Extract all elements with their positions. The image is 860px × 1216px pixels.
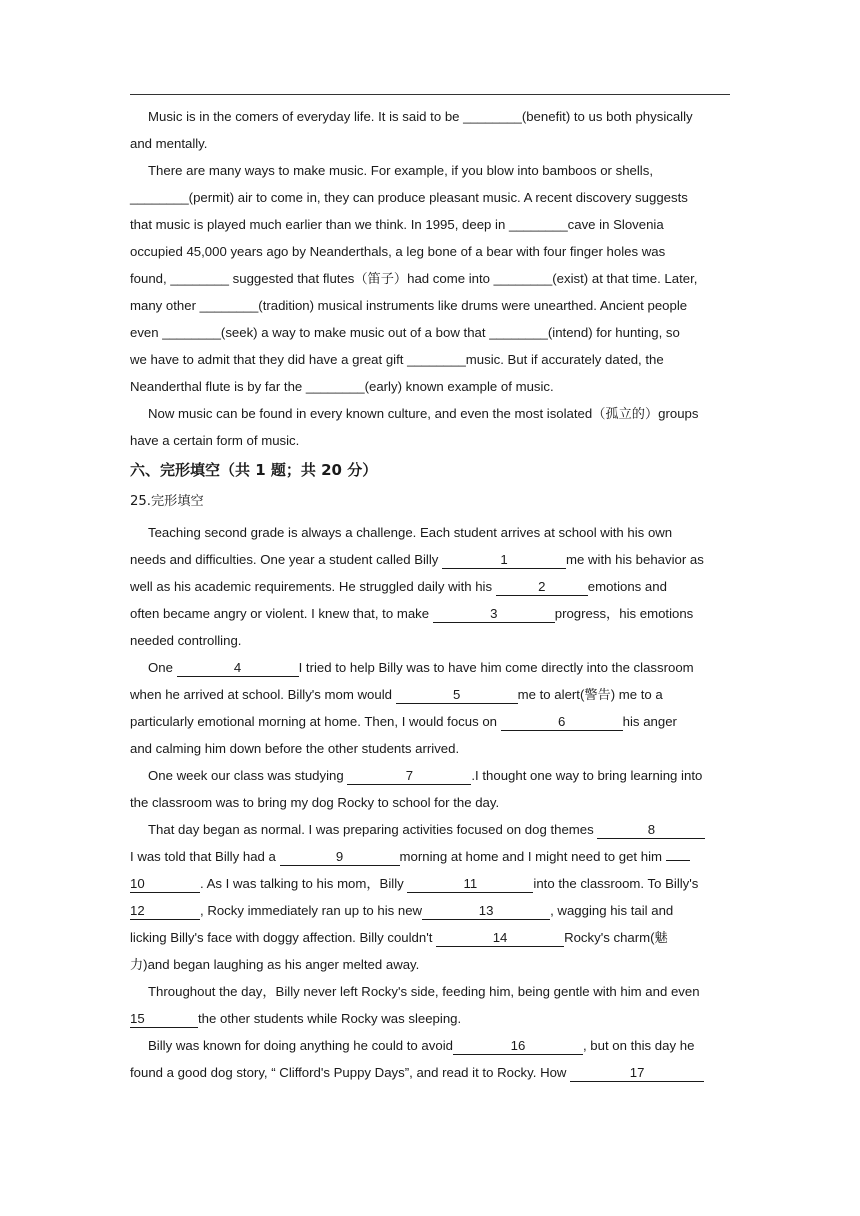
- cloze-blank-3[interactable]: 3: [433, 605, 555, 623]
- cloze-text: licking Billy's face with doggy affection. Billy couldn't: [130, 930, 437, 945]
- passage-line: There are many ways to make music. For example, if you blow into bamboos or shells,: [148, 163, 653, 178]
- cloze-blank-5[interactable]: 5: [396, 686, 518, 704]
- cloze-line: [130, 843, 732, 870]
- cloze-blank-10-start: [666, 860, 690, 861]
- header-rule: [130, 94, 730, 95]
- cloze-text: progress，his emotions: [554, 606, 694, 621]
- cloze-text: One: [148, 660, 177, 675]
- cloze-line: [130, 870, 732, 897]
- cloze-text: emotions and: [587, 579, 667, 594]
- passage-line: that music is played much earlier than we think. In 1995, deep in ________cave in Slovenia: [130, 217, 664, 232]
- passage-line: ________(permit) air to come in, they can produce pleasant music. A recent discovery suggests: [130, 190, 688, 205]
- cloze-blank-14[interactable]: 14: [436, 929, 564, 947]
- cloze-line: needed controlling.: [130, 633, 242, 648]
- passage-line: Neanderthal flute is by far the ________(early) known example of music.: [130, 379, 554, 394]
- passage-line: found, ________ suggested that flutes（笛子）had come into ________(exist) at that time. Later,: [130, 271, 698, 286]
- cloze-line: [130, 708, 732, 735]
- passage-line: occupied 45,000 years ago by Neanderthals, a leg bone of a bear with four finger holes was: [130, 244, 666, 259]
- cloze-text: morning at home and I might need to get him: [399, 849, 666, 864]
- cloze-line: 力)and began laughing as his anger melted away.: [130, 957, 420, 972]
- cloze-text: That day began as normal. I was preparing activities focused on dog themes: [148, 822, 598, 837]
- cloze-text: me with his behavior as: [566, 552, 704, 567]
- cloze-line: [130, 816, 732, 843]
- cloze-blank-10[interactable]: 10: [130, 875, 200, 893]
- cloze-blank-13[interactable]: 13: [422, 902, 550, 920]
- cloze-blank-17[interactable]: 17: [570, 1064, 704, 1082]
- cloze-line: [130, 1059, 732, 1086]
- cloze-text: well as his academic requirements. He struggled daily with his: [130, 579, 496, 594]
- cloze-blank-9[interactable]: 9: [280, 848, 400, 866]
- cloze-text: . As I was talking to his mom，Billy: [200, 876, 408, 891]
- passage-line: Now music can be found in every known culture, and even the most isolated（孤立的）groups: [148, 406, 699, 421]
- passage-line: and mentally.: [130, 136, 208, 151]
- passage-line: have a certain form of music.: [130, 433, 300, 448]
- cloze-line: Teaching second grade is always a challenge. Each student arrives at school with his own: [148, 525, 673, 540]
- cloze-text: his anger: [622, 714, 677, 729]
- cloze-blank-15[interactable]: 15: [130, 1010, 198, 1028]
- cloze-line: [130, 681, 732, 708]
- cloze-blank-6[interactable]: 6: [501, 713, 623, 731]
- cloze-blank-2[interactable]: 2: [496, 578, 588, 596]
- cloze-line: [130, 762, 732, 789]
- cloze-text: One week our class was studying: [148, 768, 348, 783]
- cloze-text: .I thought one way to bring learning into: [471, 768, 703, 783]
- cloze-line: the classroom was to bring my dog Rocky to school for the day.: [130, 795, 500, 810]
- cloze-text: needs and difficulties. One year a student called Billy: [130, 552, 443, 567]
- question-title: 25.完形填空: [130, 494, 204, 509]
- cloze-text: Rocky's charm(魅: [564, 930, 668, 945]
- cloze-blank-12[interactable]: 12: [130, 902, 200, 920]
- cloze-line: [130, 546, 732, 573]
- passage-line: Music is in the comers of everyday life. It is said to be ________(benefit) to us both physically: [148, 109, 693, 124]
- cloze-text: into the classroom. To Billy's: [533, 876, 699, 891]
- page-content: [130, 103, 732, 1086]
- cloze-text: me to alert(警告) me to a: [517, 687, 663, 702]
- passage-line: we have to admit that they did have a great gift ________music. But if accurately dated, the: [130, 352, 664, 367]
- cloze-line: [130, 897, 732, 924]
- section-heading: 六、完形填空（共 1 题；共 20 分）: [130, 461, 378, 479]
- cloze-text: I tried to help Billy was to have him come directly into the classroom: [298, 660, 694, 675]
- cloze-text: particularly emotional morning at home. Then, I would focus on: [130, 714, 501, 729]
- cloze-text: often became angry or violent. I knew that, to make: [130, 606, 433, 621]
- cloze-blank-11[interactable]: 11: [407, 875, 533, 893]
- cloze-text: , but on this day he: [582, 1038, 695, 1053]
- cloze-text: Billy was known for doing anything he could to avoid: [148, 1038, 453, 1053]
- cloze-blank-1[interactable]: 1: [442, 551, 566, 569]
- cloze-text: , wagging his tail and: [550, 903, 674, 918]
- cloze-line: [130, 1005, 732, 1032]
- cloze-line: [130, 600, 732, 627]
- cloze-blank-7[interactable]: 7: [347, 767, 471, 785]
- passage-line: many other ________(tradition) musical instruments like drums were unearthed. Ancient people: [130, 298, 688, 313]
- cloze-blank-8[interactable]: 8: [597, 821, 705, 839]
- cloze-text: the other students while Rocky was sleeping.: [198, 1011, 462, 1026]
- passage-line: even ________(seek) a way to make music out of a bow that ________(intend) for hunting, so: [130, 325, 680, 340]
- cloze-blank-4[interactable]: 4: [177, 659, 299, 677]
- cloze-line: [130, 654, 732, 681]
- cloze-line: [130, 924, 732, 951]
- cloze-text: I was told that Billy had a: [130, 849, 280, 864]
- cloze-line: and calming him down before the other students arrived.: [130, 741, 460, 756]
- cloze-line: Throughout the day，Billy never left Rocky's side, feeding him, being gentle with him and even: [148, 984, 700, 999]
- cloze-line: [130, 1032, 732, 1059]
- cloze-line: [130, 573, 732, 600]
- cloze-text: when he arrived at school. Billy's mom would: [130, 687, 396, 702]
- cloze-text: , Rocky immediately ran up to his new: [200, 903, 423, 918]
- cloze-blank-16[interactable]: 16: [453, 1037, 583, 1055]
- cloze-text: found a good dog story, “ Clifford's Puppy Days”, and read it to Rocky. How: [130, 1065, 571, 1080]
